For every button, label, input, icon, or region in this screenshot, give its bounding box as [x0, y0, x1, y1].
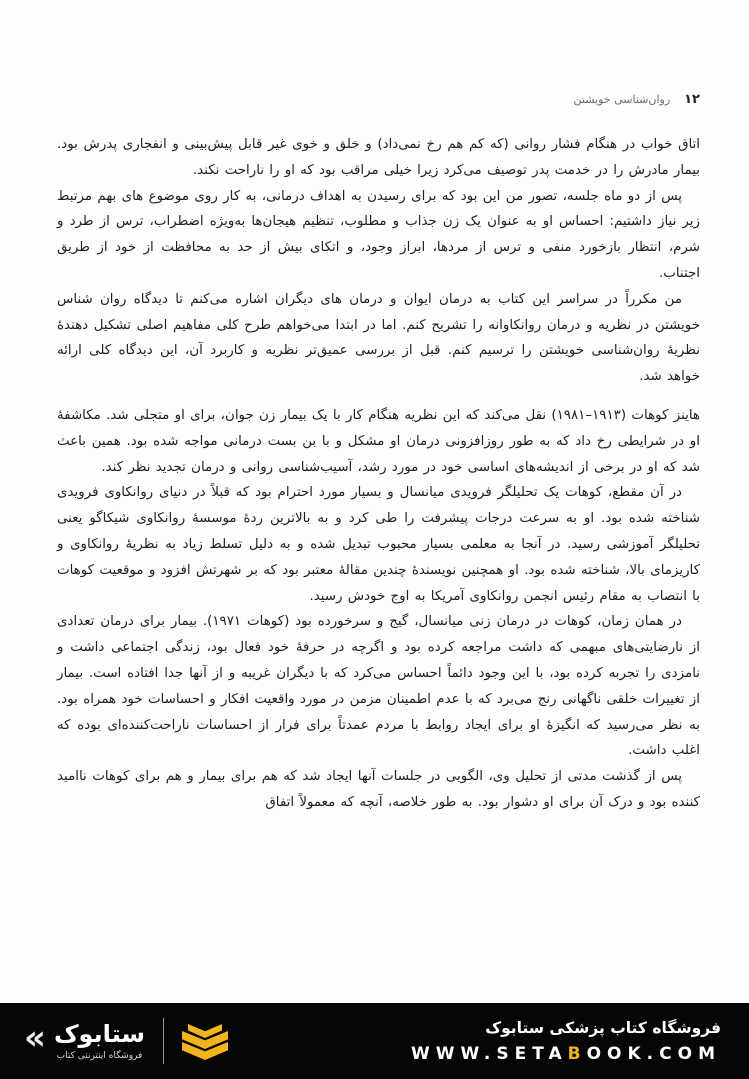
paragraph: پس از گذشت مدتی از تحلیل وی، الگویی در جلسات آنها ایجاد شد که هم برای بیمار و هم برای کوهات ناامید کننده بود و درک آن برای او دشوار بود. به طور خلاصه، آنچه که معمولاً اتفاق [57, 769, 700, 810]
double-chevron-icon: « [24, 1018, 42, 1058]
logo-wordmark: ستابوک [53, 1020, 146, 1049]
site-url [411, 1044, 721, 1064]
paragraph: هاینز کوهات (۱۹۱۳–۱۹۸۱) نقل می‌کند که این نظریه هنگام کار با یک بیمار زن جوان، برای او متجلی شد. مکاشفهٔ او در شرایطی رخ داد که به طور روزافزونی درمان او مشکل و با بن بست درمانی مواجه شده بود. همین باعث شد که او در برخی از اندیشه‌های اساسی خود در مورد رشد، آسیب‌شناسی روانی و درمان تجدید نظر کند. [57, 407, 700, 475]
page-header [57, 92, 700, 107]
paragraph: من مکرراً در سراسر این کتاب به درمان ایوان و درمان های دیگران اشاره می‌کنم تا دیدگاه روان شناس خویشتن در نظریه و درمان روانکاوانه را تشریح کنم. اما در ابتدا می‌خواهم طرح کلی مفاهیم اصلی تشکیل دهندهٔ نظریهٔ روان‌شناسی خویشتن را ترسیم کنم. قبل از بررسی عمیق‌تر نظریه و کاربرد آن، این دیدگاه کلی ارائه خواهد شد. [57, 291, 700, 385]
running-head: روان‌شناسی خویشتن [573, 93, 671, 106]
logo-tagline: فروشگاه اینترنتی کتاب [56, 1050, 143, 1061]
paragraph: پس از دو ماه جلسه، تصور من این بود که برای رسیدن به اهداف درمانی، به کار روی موضوع های بهم مرتبط زیر نیاز داشتیم: احساس او به عنوان یک زن جذاب و مطلوب، تنظیم هیجان‌ها به‌ویژه اضطراب، ترس از طرد و شرم، انتظار بازخورد منفی و ترس از مردها، ابراز وجود، و اتکای بیش از حد به محافظت از خود از طریق اجتناب. [57, 188, 700, 281]
store-title: فروشگاه کتاب پزشکی ستابوک [485, 1018, 721, 1037]
body-text [57, 132, 700, 816]
paragraph: در آن مقطع، کوهات یک تحلیلگر فرویدی میانسال و بسیار مورد احترام بود که قبلاً در دنیای روانکاوی فرویدی شناخته شده بود. او به سرعت درجات پیشرفت را طی کرد و به بالاترین ردهٔ موسسهٔ روانکاوی شیکاگو یعنی تحلیلگر آموزشی رسید. در آنجا به معلمی بسیار محبوب تبدیل شده و به دلیل تسلط زیاد به نظریهٔ روانکاوی و کاریزمای بالا، شناخته شده بود. او همچنین نویسندهٔ چندین مقالهٔ معتبر بود که بر شهرتش افزود و موقعیت کوهات با انتصاب به مقام رئیس انجمن روانکاوی آمریکا به اوج خودش رسید. [57, 485, 700, 604]
url-pre: WWW.SETA [411, 1043, 568, 1064]
footer-banner [0, 1003, 749, 1079]
book-stack-icon [182, 1022, 228, 1060]
logo-divider [163, 1018, 164, 1064]
paragraph: اتاق خواب در هنگام فشار روانی (که کم هم رخ نمی‌داد) و خلق و خوی غیر قابل پیش‌بینی و انفجاری پدرش بود. بیمار مادرش را در خدمت پدر توصیف می‌کرد زیرا خیلی مراقب بود که او را ناراحت نکند. [57, 137, 700, 178]
url-post: OOK.COM [586, 1043, 721, 1064]
footer-text-block [411, 1019, 721, 1064]
url-highlight: B [567, 1043, 587, 1064]
logo-wordmark-stack [54, 1021, 145, 1060]
setabook-logo [24, 1018, 228, 1064]
page-number: ۱۲ [684, 92, 700, 107]
paragraph: در همان زمان، کوهات در درمان زنی میانسال، گیج و سرخورده بود (کوهات ۱۹۷۱). بیمار برای درمان تعدادی از نارضایتی‌های مبهمی که داشت مراجعه کرده بود و اگرچه در حرفهٔ خود فعال بود، زندگی اجتماعی داشت و نامزدی را تجربه کرده بود، با این وجود دائماً احساس می‌کرد که با دیگران غریبه و از آنها جدا افتاده است. بیمار از تغییرات خلقی ناگهانی رنج می‌برد که با عدم اطمینان مزمن در مورد واقعیت افکار و احساسات خود همراه بود. به نظر می‌رسید که انگیزهٔ او برای ایجاد روابط با مردم عمدتاً برای فرار از احساسات ناراحت‌کننده‌ای بوده که اغلب داشت. [57, 614, 700, 759]
